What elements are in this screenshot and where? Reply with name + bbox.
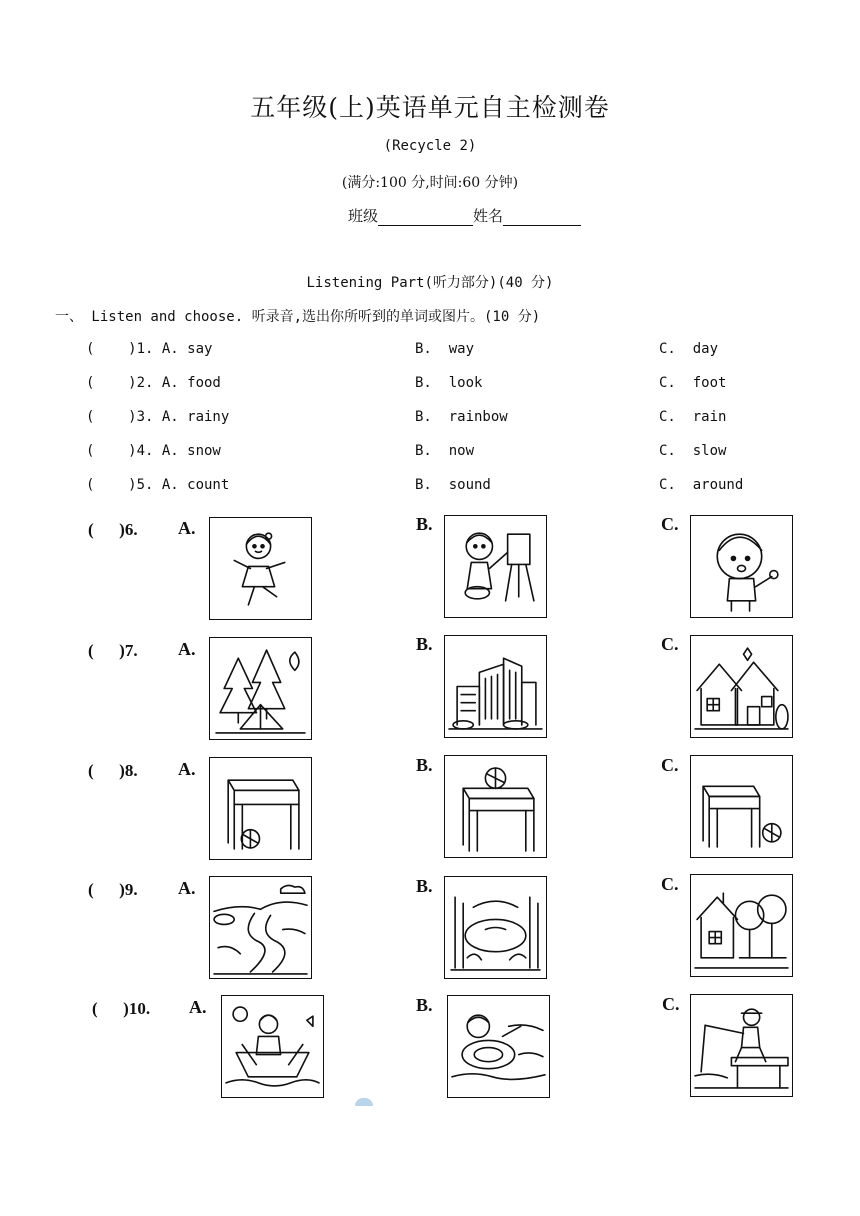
unit-subtitle: (Recycle 2) — [383, 138, 477, 154]
class-blank[interactable] — [378, 209, 473, 226]
question-5[interactable]: ( )5. A. count — [86, 477, 230, 493]
page-mark — [355, 1098, 373, 1106]
ball-on-desk-icon[interactable] — [444, 755, 547, 858]
question-2-c[interactable]: C. foot — [659, 375, 727, 391]
girl-singing-icon[interactable] — [690, 515, 793, 618]
question-10[interactable]: ( )10. — [92, 999, 151, 1018]
question-6[interactable]: ( )6. — [88, 520, 138, 539]
question-5-b[interactable]: B. sound — [415, 477, 491, 493]
village-house-icon[interactable] — [690, 635, 793, 738]
page-title: 五年级(上)英语单元自主检测卷 — [250, 93, 610, 122]
lake-icon[interactable] — [444, 876, 547, 979]
option-a-label: A. — [178, 639, 196, 659]
section-heading: 一、 Listen and choose. 听录音,选出你所听到的单词或图片。(10 分) — [55, 309, 541, 325]
swimming-icon[interactable] — [447, 995, 550, 1098]
option-a-label: A. — [178, 759, 196, 779]
river-icon[interactable] — [209, 876, 312, 979]
question-1-c[interactable]: C. day — [659, 341, 719, 357]
forest-tent-icon[interactable] — [209, 637, 312, 740]
question-5-c[interactable]: C. around — [659, 477, 744, 493]
question-3-b[interactable]: B. rainbow — [415, 409, 508, 425]
option-b-label: B. — [416, 634, 433, 654]
option-b-label: B. — [416, 995, 433, 1015]
part-title: Listening Part(听力部分)(40 分) — [306, 275, 554, 291]
class-label: 班级 — [348, 207, 379, 225]
option-a-label: A. — [189, 997, 207, 1017]
option-c-label: C. — [661, 514, 679, 534]
class-name-line — [348, 205, 581, 226]
question-2[interactable]: ( )2. A. food — [86, 375, 221, 391]
question-1[interactable]: ( )1. A. say — [86, 341, 213, 357]
boat-rowing-icon[interactable] — [221, 995, 324, 1098]
option-b-label: B. — [416, 755, 433, 775]
question-2-b[interactable]: B. look — [415, 375, 483, 391]
ball-under-desk-icon[interactable] — [209, 757, 312, 860]
fishing-icon[interactable] — [690, 994, 793, 1097]
question-4[interactable]: ( )4. A. snow — [86, 443, 221, 459]
option-c-label: C. — [661, 874, 679, 894]
name-label: 姓名 — [473, 207, 504, 225]
question-4-c[interactable]: C. slow — [659, 443, 727, 459]
option-c-label: C. — [661, 755, 679, 775]
question-3-c[interactable]: C. rain — [659, 409, 727, 425]
city-buildings-icon[interactable] — [444, 635, 547, 738]
question-8[interactable]: ( )8. — [88, 761, 138, 780]
option-b-label: B. — [416, 876, 433, 896]
house-trees-icon[interactable] — [690, 874, 793, 977]
question-7[interactable]: ( )7. — [88, 641, 138, 660]
ball-beside-desk-icon[interactable] — [690, 755, 793, 858]
option-c-label: C. — [661, 634, 679, 654]
girl-dancing-icon[interactable] — [209, 517, 312, 620]
question-4-b[interactable]: B. now — [415, 443, 475, 459]
girl-painting-icon[interactable] — [444, 515, 547, 618]
option-b-label: B. — [416, 514, 433, 534]
name-blank[interactable] — [503, 209, 581, 226]
option-c-label: C. — [662, 994, 680, 1014]
option-a-label: A. — [178, 878, 196, 898]
question-1-b[interactable]: B. way — [415, 341, 475, 357]
score-time: (满分:100 分,时间:60 分钟) — [341, 175, 519, 191]
question-9[interactable]: ( )9. — [88, 880, 138, 899]
question-3[interactable]: ( )3. A. rainy — [86, 409, 230, 425]
option-a-label: A. — [178, 518, 196, 538]
